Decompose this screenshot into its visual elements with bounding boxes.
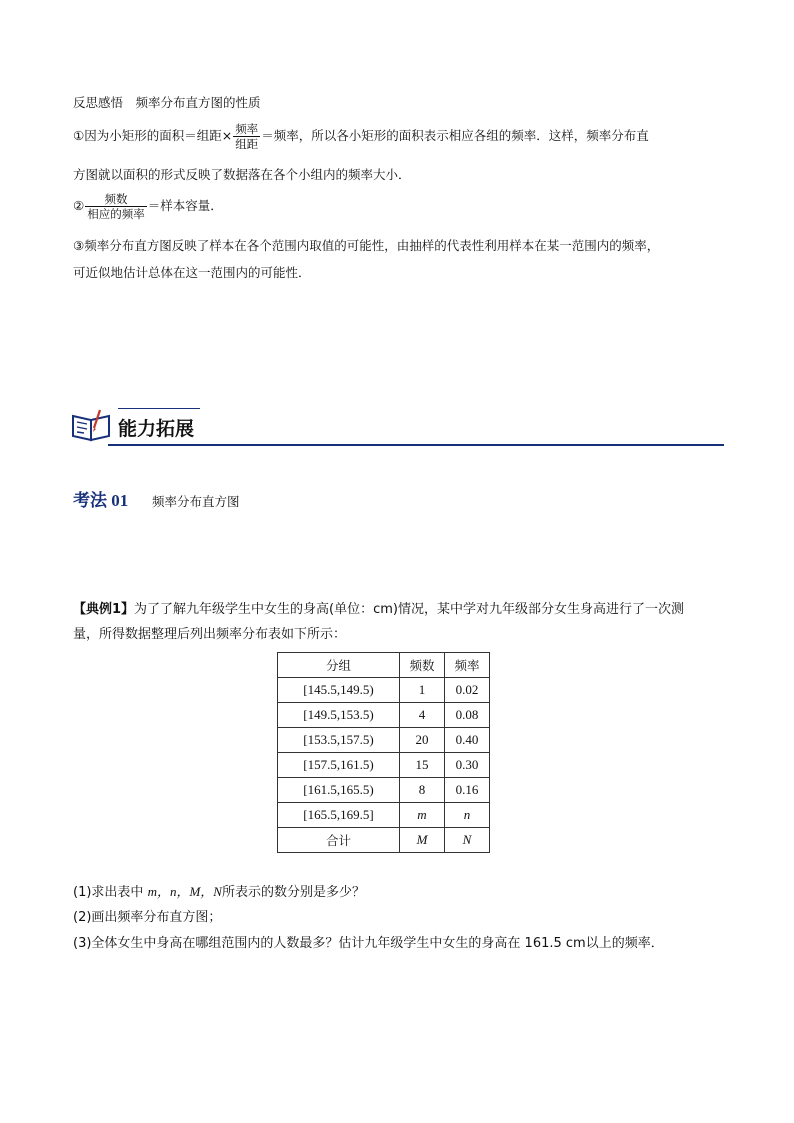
reflection-title: 反思感悟 频率分布直方图的性质 — [73, 95, 261, 110]
table-cell: 0.08 — [445, 703, 490, 728]
table-cell: [161.5,165.5) — [278, 778, 400, 803]
table-cell: 频数 — [400, 653, 445, 678]
reflection-point-3: ③频率分布直方图反映了样本在各个范围内取值的可能性，由抽样的代表性利用样本在某一范围内的频率， — [73, 238, 660, 253]
table-cell: [157.5,161.5) — [278, 753, 400, 778]
table-row — [278, 703, 490, 728]
table-cell: 0.40 — [445, 728, 490, 753]
table-cell: 1 — [400, 678, 445, 703]
table-row — [278, 803, 490, 828]
point-1-text-a: ①因为小矩形的面积＝组距× — [73, 128, 233, 143]
table-row — [278, 753, 490, 778]
table-header-row — [278, 653, 490, 678]
fraction-numerator: 频率 — [235, 122, 259, 136]
table-cell: [165.5,169.5] — [278, 803, 400, 828]
method-label: 考法 01 — [73, 491, 129, 510]
table-cell: 15 — [400, 753, 445, 778]
table-cell: 合计 — [278, 828, 400, 853]
example-line-2: 量，所得数据整理后列出频率分布表如下所示： — [73, 627, 347, 642]
header-top-rule — [118, 408, 200, 409]
table-cell: 4 — [400, 703, 445, 728]
table-cell: 0.30 — [445, 753, 490, 778]
table-row — [278, 678, 490, 703]
fraction-denominator: 组距 — [235, 137, 259, 151]
table-row — [278, 728, 490, 753]
example-tag: 【典例1】 — [73, 602, 135, 617]
reflection-point-3-cont: 可近似地估计总体在这一范围内的可能性． — [73, 265, 311, 280]
table-cell: 20 — [400, 728, 445, 753]
table-cell: 8 — [400, 778, 445, 803]
reflection-point-1 — [73, 122, 649, 151]
fraction-numerator: 频数 — [85, 192, 147, 207]
table-total-row — [278, 828, 490, 853]
table-cell: [153.5,157.5) — [278, 728, 400, 753]
question-3: (3)全体女生中身高在哪组范围内的人数最多？估计九年级学生中女生的身高在 161.5 cm以上的频率． — [73, 936, 664, 951]
point-2-text: ＝样本容量． — [147, 198, 223, 213]
question-1-text-b: 所表示的数分别是多少？ — [221, 885, 365, 900]
book-icon — [70, 406, 114, 444]
table-cell: M — [400, 828, 445, 853]
table-cell: 分组 — [278, 653, 400, 678]
question-1-text-a: (1)求出表中 — [73, 885, 148, 900]
table-cell: 0.02 — [445, 678, 490, 703]
fraction-frequency-over-width — [233, 122, 260, 151]
frequency-table — [277, 652, 490, 853]
point-2-marker: ② — [73, 198, 85, 213]
reflection-point-2 — [73, 192, 223, 221]
fraction-count-over-frequency — [85, 192, 147, 221]
question-1 — [73, 881, 365, 904]
table-cell: [149.5,153.5) — [278, 703, 400, 728]
header-underline — [108, 444, 724, 446]
question-1-variables: m，n，M，N — [147, 884, 222, 899]
table-row — [278, 778, 490, 803]
fraction-denominator: 相应的频率 — [87, 207, 145, 221]
question-2: (2)画出频率分布直方图； — [73, 910, 222, 925]
table-cell: [145.5,149.5) — [278, 678, 400, 703]
table-cell: n — [445, 803, 490, 828]
section-title: 能力拓展 — [118, 418, 195, 440]
reflection-point-1-cont: 方图就以面积的形式反映了数据落在各个小组内的频率大小． — [73, 167, 411, 182]
method-title: 频率分布直方图 — [152, 494, 240, 509]
table-cell: m — [400, 803, 445, 828]
example-text-1: 为了了解九年级学生中女生的身高(单位：cm)情况，某中学对九年级部分女生身高进行了一次测 — [134, 602, 685, 617]
table-cell: 频率 — [445, 653, 490, 678]
table-cell: 0.16 — [445, 778, 490, 803]
table-cell: N — [445, 828, 490, 853]
example-line-1 — [73, 599, 684, 621]
point-1-text-b: ＝频率，所以各小矩形的面积表示相应各组的频率．这样，频率分布直 — [261, 128, 649, 143]
